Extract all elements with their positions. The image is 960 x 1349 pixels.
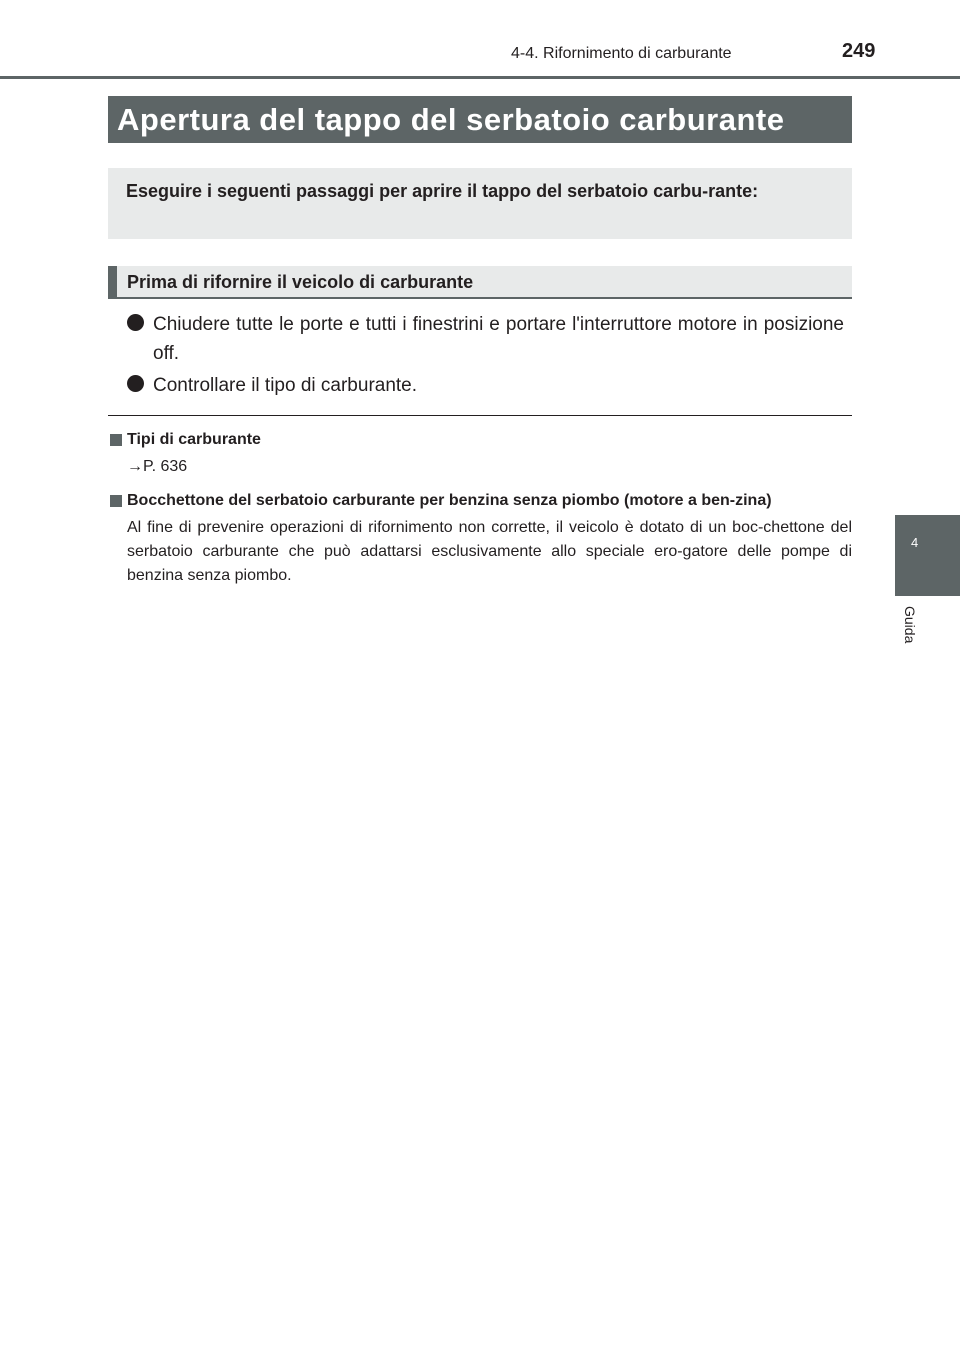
header-divider (0, 76, 960, 79)
list-item-text: Controllare il tipo di carburante. (153, 375, 418, 396)
page-title: Apertura del tappo del serbatoio carburante (108, 96, 852, 143)
page-number: 249 (842, 40, 876, 62)
chapter-tab[interactable] (895, 515, 960, 596)
page-reference-link[interactable]: →P. 636 (127, 458, 188, 475)
note-heading (108, 489, 852, 513)
bullet-list (108, 310, 852, 403)
list-item (108, 371, 852, 400)
list-item (108, 310, 852, 368)
note-heading-text: Bocchettone del serbatoio carburante per benzina senza piombo (motore a ben-zina) (127, 492, 772, 509)
list-item-text: Chiudere tutte le porte e tutti i finestrini e portare l'interruttore motore in posizione off. (153, 314, 844, 364)
bullet-icon (127, 375, 144, 392)
note-body: Al fine di prevenire operazioni di rifornimento non corrette, il veicolo è dotato di un boc-chettone del serbatoio carburante che può adattarsi esclusivamente allo speciale ero-gatore delle pompe di benzina senza piombo. (127, 519, 852, 584)
note-heading (108, 428, 852, 452)
header-section-title: 4-4. Rifornimento di carburante (511, 45, 732, 62)
square-bullet-icon (110, 495, 122, 507)
note-fuel-types (108, 428, 852, 479)
bullet-icon (127, 314, 144, 331)
square-bullet-icon (110, 434, 122, 446)
note-heading-text: Tipi di carburante (127, 431, 261, 448)
note-filler-neck (108, 489, 852, 588)
subheading: Prima di rifornire il veicolo di carburante (108, 266, 852, 299)
chapter-number: 4 (911, 535, 919, 550)
intro-box: Eseguire i seguenti passaggi per aprire il tappo del serbatoio carbu-rante: (108, 168, 852, 239)
chapter-label: Guida (902, 606, 918, 644)
section-divider (108, 415, 852, 416)
